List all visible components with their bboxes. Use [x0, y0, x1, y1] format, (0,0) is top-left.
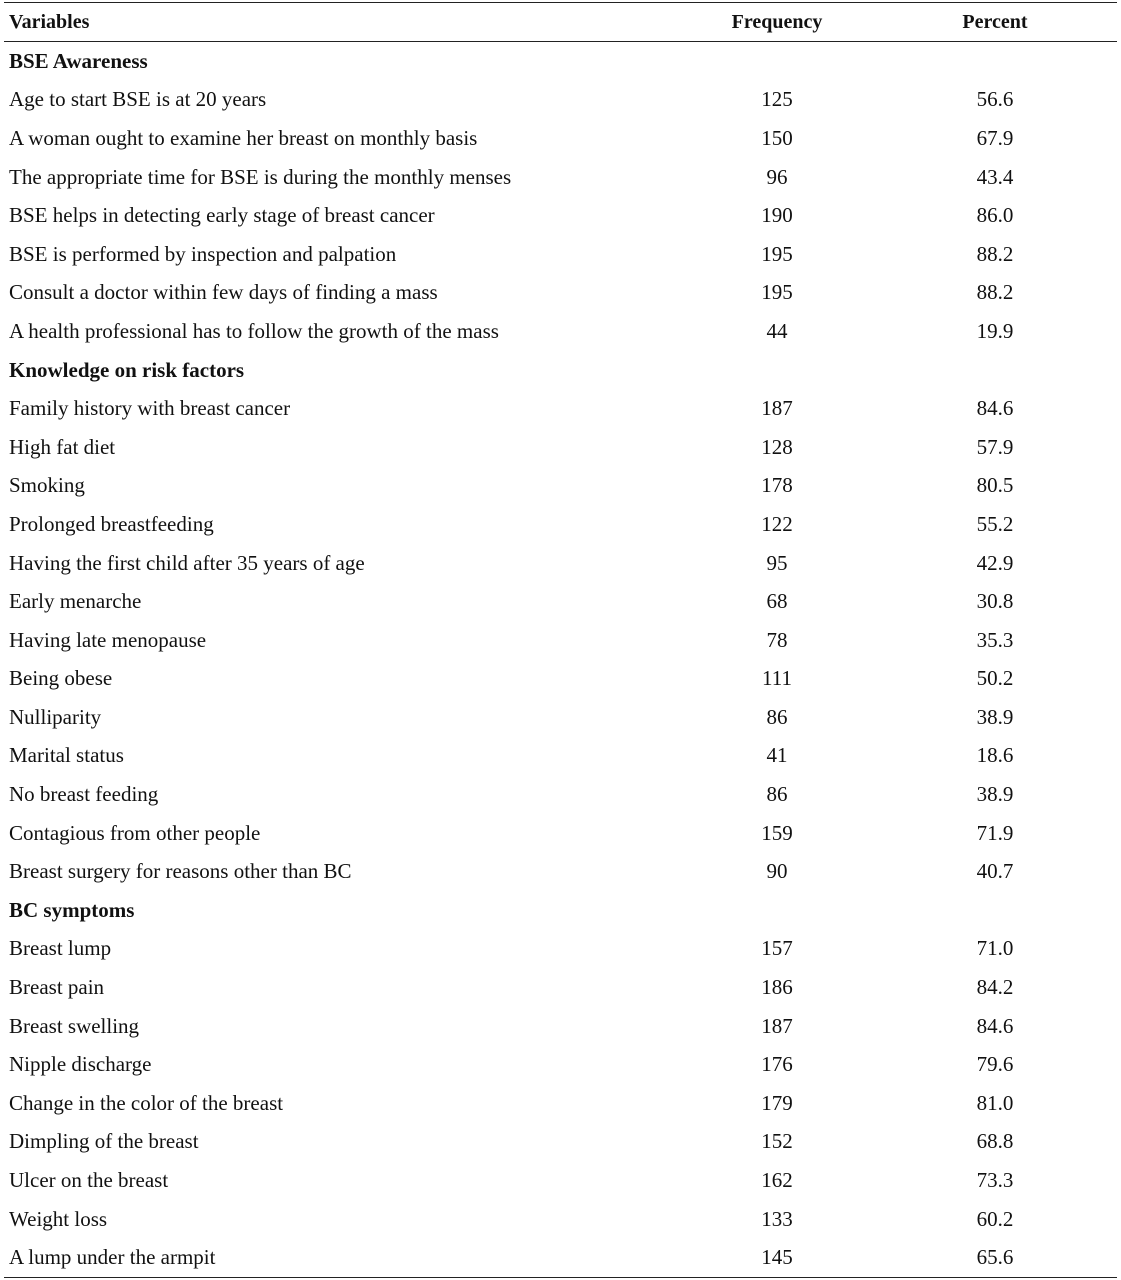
row-label: Having the first child after 35 years of age: [9, 550, 365, 575]
row-label: No breast feeding: [9, 782, 159, 807]
row-frequency: 195: [761, 241, 793, 266]
row-frequency: 41: [766, 743, 788, 768]
row-percent: 43.4: [976, 164, 1014, 189]
row-frequency: 122: [761, 511, 793, 536]
table-row: [4, 621, 1117, 660]
section-title: Knowledge on risk factors: [9, 357, 245, 382]
row-percent: 84.6: [976, 396, 1014, 421]
table-row: [4, 1007, 1117, 1046]
row-label: Having late menopause: [9, 627, 207, 652]
row-label: Ulcer on the breast: [9, 1168, 169, 1193]
row-label: BSE is performed by inspection and palpation: [9, 241, 397, 266]
row-label: Age to start BSE is at 20 years: [9, 87, 267, 112]
row-percent: 38.9: [976, 782, 1014, 807]
row-label: The appropriate time for BSE is during the monthly menses: [9, 164, 512, 189]
row-label: Breast swelling: [9, 1013, 140, 1038]
table-row: [4, 814, 1117, 853]
row-frequency: 78: [766, 627, 788, 652]
row-frequency: 68: [766, 589, 788, 614]
table-row: [4, 428, 1117, 467]
row-frequency: 86: [766, 704, 788, 729]
row-label: Change in the color of the breast: [9, 1090, 284, 1115]
table-row: [4, 1045, 1117, 1084]
row-percent: 42.9: [976, 550, 1014, 575]
table-row: [4, 1200, 1117, 1239]
table-row: [4, 467, 1117, 506]
header-frequency: Frequency: [731, 11, 823, 33]
row-label: High fat diet: [9, 434, 116, 459]
row-label: Contagious from other people: [9, 820, 261, 845]
row-percent: 50.2: [976, 666, 1014, 691]
row-percent: 88.2: [976, 241, 1014, 266]
row-percent: 65.6: [976, 1245, 1014, 1270]
row-frequency: 111: [762, 666, 792, 691]
section-title: BC symptoms: [9, 897, 135, 922]
row-label: A lump under the armpit: [9, 1245, 216, 1270]
row-frequency: 159: [761, 820, 793, 845]
row-percent: 84.6: [976, 1013, 1014, 1038]
section-heading-row: [4, 891, 1117, 930]
row-label: A woman ought to examine her breast on monthly basis: [9, 125, 478, 150]
row-frequency: 86: [766, 782, 788, 807]
row-label: Marital status: [9, 743, 124, 768]
table-row: [4, 274, 1117, 313]
row-label: Breast pain: [9, 975, 105, 1000]
table-row: [4, 852, 1117, 891]
row-frequency: 150: [761, 125, 793, 150]
row-percent: 56.6: [976, 87, 1014, 112]
table-row: [4, 81, 1117, 120]
row-percent: 73.3: [976, 1168, 1014, 1193]
table-row: [4, 119, 1117, 158]
table-row: [4, 660, 1117, 699]
table-row: [4, 312, 1117, 351]
row-label: Dimpling of the breast: [9, 1129, 199, 1154]
header-variables: Variables: [9, 11, 90, 33]
row-percent: 79.6: [976, 1052, 1014, 1077]
row-percent: 55.2: [976, 511, 1014, 536]
table-row: [4, 196, 1117, 235]
row-frequency: 125: [761, 87, 793, 112]
table-row: [4, 1123, 1117, 1162]
row-label: A health professional has to follow the growth of the mass: [9, 318, 499, 343]
row-label: Breast surgery for reasons other than BC: [9, 859, 352, 884]
row-percent: 18.6: [976, 743, 1014, 768]
row-percent: 80.5: [976, 473, 1014, 498]
table-row: [4, 389, 1117, 428]
header-percent: Percent: [962, 11, 1028, 33]
row-frequency: 195: [761, 280, 793, 305]
table-row: [4, 544, 1117, 583]
row-frequency: 176: [761, 1052, 793, 1077]
table-row: [4, 698, 1117, 737]
row-frequency: 128: [761, 434, 793, 459]
data-table: [4, 0, 1117, 1278]
row-percent: 40.7: [976, 859, 1014, 884]
table-bottom-rule: [4, 1277, 1117, 1278]
table-row: [4, 737, 1117, 776]
row-percent: 71.9: [976, 820, 1014, 845]
row-label: Early menarche: [9, 589, 142, 614]
table-row: [4, 235, 1117, 274]
row-percent: 60.2: [976, 1206, 1014, 1231]
table-row: [4, 1084, 1117, 1123]
row-frequency: 152: [761, 1129, 793, 1154]
row-percent: 84.2: [976, 975, 1014, 1000]
row-label: Being obese: [9, 666, 113, 691]
row-percent: 67.9: [976, 125, 1014, 150]
row-frequency: 133: [761, 1206, 793, 1231]
row-label: Family history with breast cancer: [9, 396, 291, 421]
row-label: Nulliparity: [9, 704, 102, 729]
table-row: [4, 775, 1117, 814]
row-percent: 81.0: [976, 1090, 1014, 1115]
row-frequency: 96: [766, 164, 788, 189]
table-row: [4, 505, 1117, 544]
table-row: [4, 158, 1117, 197]
row-frequency: 178: [761, 473, 793, 498]
row-percent: 38.9: [976, 704, 1014, 729]
table-header-row: [4, 3, 1117, 41]
row-percent: 57.9: [976, 434, 1014, 459]
row-frequency: 187: [761, 1013, 793, 1038]
row-label: Nipple discharge: [9, 1052, 152, 1077]
row-percent: 88.2: [976, 280, 1014, 305]
table-row: [4, 968, 1117, 1007]
row-label: Smoking: [9, 473, 85, 498]
table-row: [4, 1161, 1117, 1200]
row-percent: 30.8: [976, 589, 1014, 614]
row-percent: 68.8: [976, 1129, 1014, 1154]
row-label: Consult a doctor within few days of finding a mass: [9, 280, 438, 305]
row-label: Prolonged breastfeeding: [9, 511, 214, 536]
row-percent: 35.3: [976, 627, 1014, 652]
row-percent: 19.9: [976, 318, 1014, 343]
row-percent: 86.0: [976, 203, 1014, 228]
row-frequency: 44: [766, 318, 788, 343]
row-frequency: 95: [766, 550, 788, 575]
table-row: [4, 1238, 1117, 1277]
row-label: BSE helps in detecting early stage of breast cancer: [9, 203, 435, 228]
table-row: [4, 930, 1117, 969]
row-frequency: 187: [761, 396, 793, 421]
table-body: [4, 42, 1117, 1277]
section-heading-row: [4, 351, 1117, 390]
row-frequency: 190: [761, 203, 793, 228]
row-frequency: 157: [761, 936, 793, 961]
row-frequency: 90: [766, 859, 788, 884]
row-frequency: 162: [761, 1168, 793, 1193]
row-percent: 71.0: [976, 936, 1014, 961]
row-frequency: 145: [761, 1245, 793, 1270]
table-row: [4, 582, 1117, 621]
row-frequency: 186: [761, 975, 793, 1000]
section-heading-row: [4, 42, 1117, 81]
row-label: Weight loss: [9, 1206, 108, 1231]
row-frequency: 179: [761, 1090, 793, 1115]
row-label: Breast lump: [9, 936, 112, 961]
section-title: BSE Awareness: [9, 48, 148, 73]
